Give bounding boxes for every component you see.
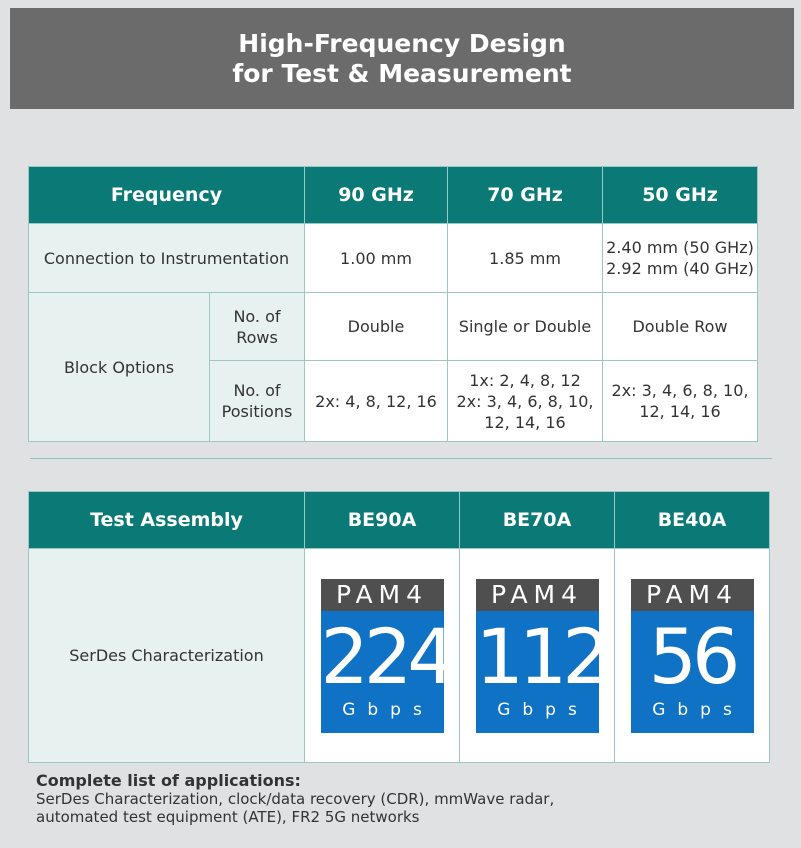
pam4-label: PAM4 <box>321 579 444 611</box>
connection-50ghz <box>603 224 758 293</box>
badge-cell-be70a <box>460 549 615 763</box>
rows-50ghz: Double Row <box>603 293 758 361</box>
connection-50ghz-line2: 2.92 mm (40 GHz) <box>606 259 754 278</box>
rows-90ghz: Double <box>305 293 448 361</box>
pam4-body <box>631 611 754 733</box>
applications-title: Complete list of applications: <box>36 771 301 790</box>
header-90ghz: 90 GHz <box>305 167 448 224</box>
pam4-112-badge <box>475 579 606 733</box>
pam4-label: PAM4 <box>476 579 599 611</box>
badge-cell-be40a <box>615 549 770 763</box>
applications-line1: SerDes Characterization, clock/data recovery (CDR), mmWave radar, <box>36 790 555 808</box>
positions-50ghz-line1: 2x: 3, 4, 6, 8, 10, <box>611 381 749 400</box>
banner-title-line1: High-Frequency Design <box>238 28 566 58</box>
pam4-rate: 224 <box>320 611 451 701</box>
header-test-assembly: Test Assembly <box>29 492 305 549</box>
positions-label-line2: Positions <box>221 402 293 421</box>
page-banner <box>10 8 794 109</box>
positions-50ghz <box>603 361 758 442</box>
rows-label-line1: No. of <box>233 306 281 326</box>
header-70ghz: 70 GHz <box>448 167 603 224</box>
positions-label-line1: No. of <box>233 381 281 400</box>
header-be90a: BE90A <box>305 492 460 549</box>
assembly-table <box>28 491 770 763</box>
block-options-label: Block Options <box>29 293 210 442</box>
connection-50ghz-line1: 2.40 mm (50 GHz) <box>606 238 754 257</box>
positions-70ghz-line3: 12, 14, 16 <box>484 412 566 432</box>
pam4-body <box>320 611 451 733</box>
banner-title-line2: for Test & Measurement <box>232 58 572 88</box>
pam4-unit: Gbps <box>652 699 744 720</box>
serdes-label: SerDes Characterization <box>29 549 305 763</box>
header-frequency: Frequency <box>29 167 305 224</box>
positions-50ghz-line2: 12, 14, 16 <box>639 402 721 421</box>
connection-90ghz: 1.00 mm <box>305 224 448 293</box>
connection-70ghz: 1.85 mm <box>448 224 603 293</box>
pam4-body <box>475 611 606 733</box>
rows-label <box>210 293 305 361</box>
pam4-unit: Gbps <box>342 699 434 720</box>
pam4-224-badge <box>320 579 451 733</box>
positions-70ghz-line2: 2x: 3, 4, 6, 8, 10, <box>456 391 594 411</box>
pam4-rate: 112 <box>475 611 606 701</box>
rows-label-line2: Rows <box>236 327 278 347</box>
pam4-56-badge <box>631 579 754 733</box>
pam4-unit: Gbps <box>497 699 589 720</box>
positions-label <box>210 361 305 442</box>
header-be40a: BE40A <box>615 492 770 549</box>
positions-70ghz <box>448 361 603 442</box>
pam4-rate: 56 <box>648 611 736 701</box>
positions-70ghz-line1: 1x: 2, 4, 8, 12 <box>469 370 581 390</box>
section-divider <box>30 458 772 459</box>
header-50ghz: 50 GHz <box>603 167 758 224</box>
badge-cell-be90a <box>305 549 460 763</box>
applications-line2: automated test equipment (ATE), FR2 5G networks <box>36 808 420 826</box>
applications-footer <box>36 772 776 826</box>
positions-90ghz: 2x: 4, 8, 12, 16 <box>305 361 448 442</box>
connection-label: Connection to Instrumentation <box>29 224 305 293</box>
rows-70ghz: Single or Double <box>448 293 603 361</box>
frequency-table <box>28 166 758 442</box>
pam4-label: PAM4 <box>631 579 754 611</box>
header-be70a: BE70A <box>460 492 615 549</box>
